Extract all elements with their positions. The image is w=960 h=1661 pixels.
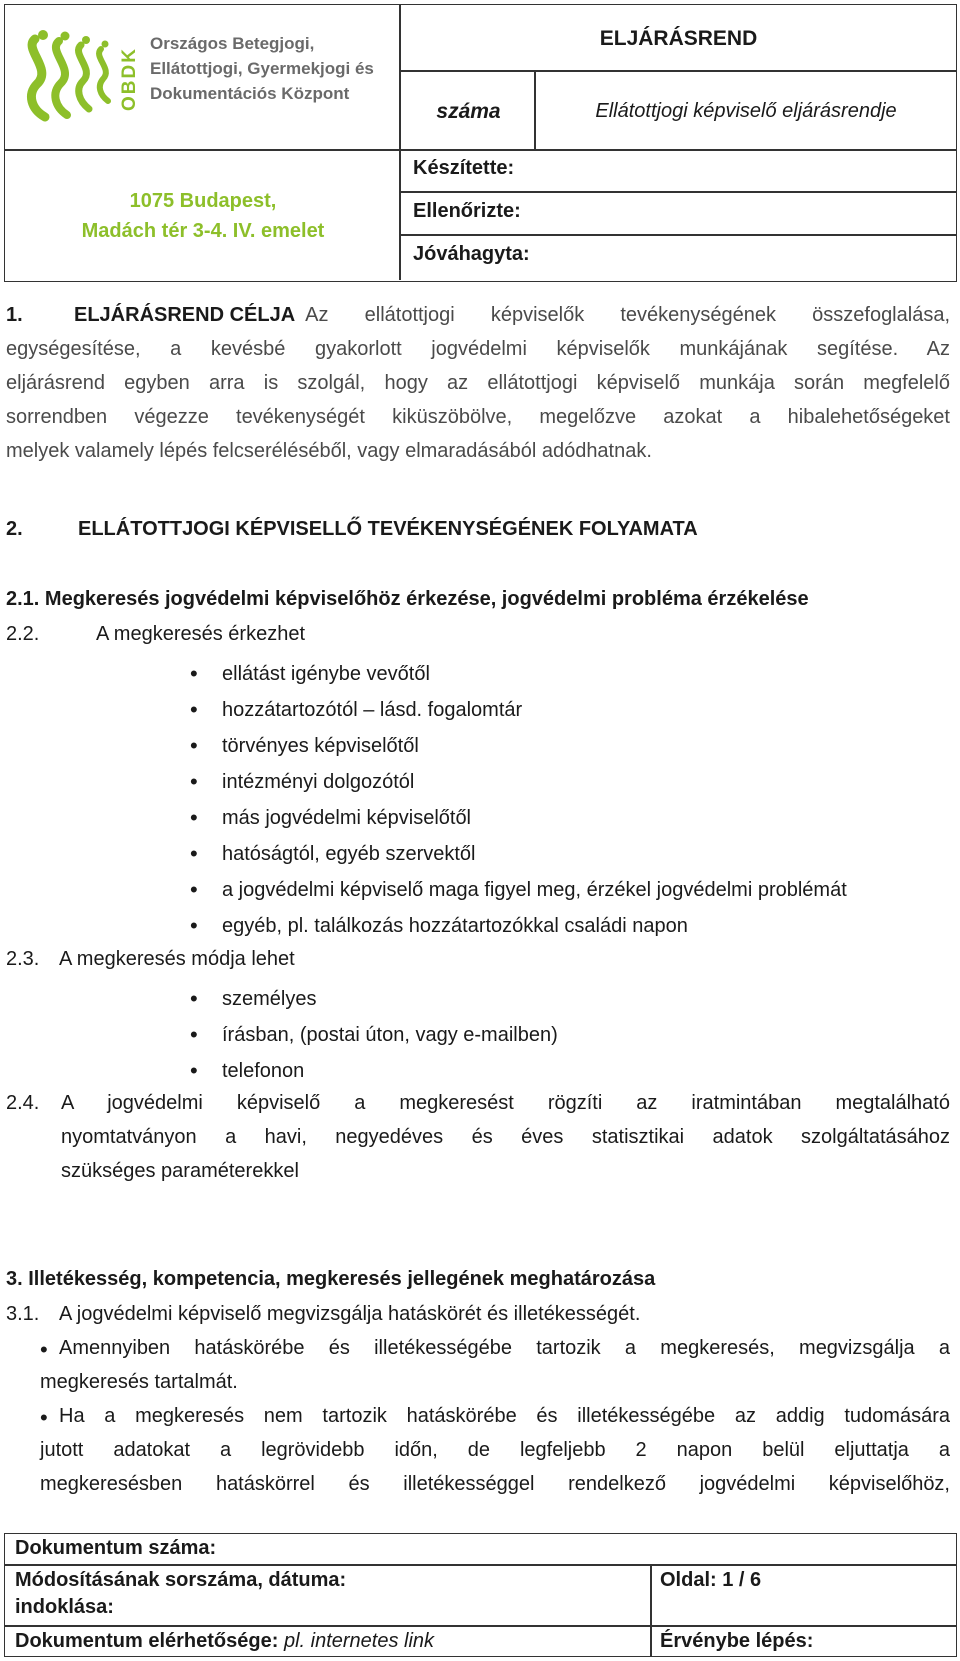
list-item: • intézményi dolgozótól bbox=[190, 764, 847, 800]
footer-effective: Érvénybe lépés: bbox=[660, 1630, 814, 1652]
section-2-4-line-0: A jogvédelmi képviselő a megkeresést rögzíti az iratmintában megtalálható bbox=[61, 1092, 950, 1114]
section-3-bullet-2-line-0: Ha a megkeresés nem tartozik hatáskörébe és illetékességébe az addig tudomására bbox=[59, 1405, 950, 1427]
section-2-2-text: A megkeresés érkezhet bbox=[96, 623, 305, 645]
section-2-heading: ELLÁTOTTJOGI KÉPVISELLŐ TEVÉKENYSÉGÉNEK FOLYAMATA bbox=[78, 518, 698, 540]
document-title: ELJÁRÁSREND bbox=[599, 26, 758, 50]
section-2-4-line-2: szükséges paraméterekkel bbox=[61, 1160, 299, 1182]
section-2-3-number: 2.3. bbox=[6, 948, 40, 970]
section-3-1-text: A jogvédelmi képviselő megvizsgálja hatáskörét és illetékességét. bbox=[59, 1303, 641, 1325]
section-2-1-heading: 2.1. Megkeresés jogvédelmi képviselőhöz érkezése, jogvédelmi probléma érzékelése bbox=[6, 588, 809, 610]
header-table bbox=[4, 4, 957, 282]
footer-availability-label: Dokumentum elérhetősége: bbox=[15, 1630, 279, 1652]
section-1-heading: ELJÁRÁSREND CÉLJA bbox=[74, 304, 296, 326]
number-label: száma bbox=[436, 99, 501, 123]
section-1-line-4: melyek valamely lépés felcseréléséből, vagy elmaradásából adódhatnak. bbox=[6, 440, 652, 462]
list-item: • más jogvédelmi képviselőtől bbox=[190, 800, 847, 836]
section-3-1-number: 3.1. bbox=[6, 1303, 40, 1325]
footer-doc-number: Dokumentum száma: bbox=[15, 1537, 217, 1559]
list-item: • egyéb, pl. találkozás hozzátartozókkal családi napon bbox=[190, 908, 847, 944]
logo-vertical-text: OBDK bbox=[119, 47, 140, 111]
section-2-3-text: A megkeresés módja lehet bbox=[59, 948, 295, 970]
section-1-line-1: egységesítése, a kevésbé gyakorlott jogvédelmi képviselők munkájának segítése. Az bbox=[6, 338, 950, 360]
section-2-3-list bbox=[190, 981, 558, 1089]
section-1-line-0: Az ellátottjogi képviselők tevékenységének összefoglalása, bbox=[305, 304, 950, 326]
checked-by-label: Ellenőrizte: bbox=[413, 200, 521, 222]
bullet-icon: • bbox=[40, 1337, 48, 1362]
footer-table bbox=[4, 1533, 957, 1657]
footer-page-number: Oldal: 1 / 6 bbox=[660, 1569, 762, 1591]
prepared-by-label: Készítette: bbox=[413, 157, 515, 179]
list-item: • hozzátartozótól – lásd. fogalomtár bbox=[190, 692, 847, 728]
footer-availability bbox=[15, 1630, 434, 1653]
approved-by-label: Jóváhagyta: bbox=[413, 243, 530, 265]
section-1-line-3: sorrendben végezze tevékenységét kiküszöbölve, megelőzve azokat a hibalehetőségeket bbox=[6, 406, 950, 428]
section-2-number: 2. bbox=[6, 518, 23, 540]
section-2-4-number: 2.4. bbox=[6, 1092, 40, 1114]
list-item: • ellátást igénybe vevőtől bbox=[190, 656, 847, 692]
list-item: • írásban, (postai úton, vagy e-mailben) bbox=[190, 1017, 558, 1053]
logo bbox=[5, 5, 401, 151]
list-item: • törvényes képviselőtől bbox=[190, 728, 847, 764]
footer-availability-value: pl. internetes link bbox=[283, 1630, 435, 1652]
section-3-heading: 3. Illetékesség, kompetencia, megkeresés jellegének meghatározása bbox=[6, 1268, 656, 1290]
list-item: • a jogvédelmi képviselő maga figyel meg, érzékel jogvédelmi problémát bbox=[190, 872, 847, 908]
section-3-bullet-2-line-1: jutott adatokat a legrövidebb időn, de legfeljebb 2 napon belül eljuttatja a bbox=[40, 1439, 950, 1461]
section-3-bullet-1-line-1: megkeresés tartalmát. bbox=[40, 1371, 238, 1393]
footer-reason: indoklása: bbox=[15, 1596, 114, 1618]
section-2-4-line-1: nyomtatványon a havi, negyedéves és éves statisztikai adatok szolgáltatásához bbox=[61, 1126, 950, 1148]
section-2-2-number: 2.2. bbox=[6, 623, 40, 645]
bullet-icon: • bbox=[40, 1405, 48, 1430]
list-item: • személyes bbox=[190, 981, 558, 1017]
logo-mark-icon bbox=[23, 29, 153, 129]
section-3-bullet-1-line-0: Amennyiben hatáskörébe és illetékességébe tartozik a megkeresés, megvizsgálja a bbox=[59, 1337, 950, 1359]
logo-text: Országos Betegjogi, Ellátottjogi, Gyermekjogi és Dokumentációs Központ bbox=[150, 34, 374, 103]
footer-modification: Módosításának sorszáma, dátuma: bbox=[15, 1569, 347, 1591]
document-name: Ellátottjogi képviselő eljárásrendje bbox=[595, 100, 897, 122]
section-2-2-list bbox=[190, 656, 847, 944]
address: 1075 Budapest, Madách tér 3-4. IV. emelet bbox=[81, 190, 325, 242]
section-1-line-2: eljárásrend egyben arra is szolgál, hogy az ellátottjogi képviselő munkája során megfelelő bbox=[6, 372, 950, 394]
section-3-bullet-2-line-2: megkeresésben hatáskörrel és illetékességgel rendelkező jogvédelmi képviselőhöz, bbox=[40, 1473, 950, 1495]
list-item: • telefonon bbox=[190, 1053, 558, 1089]
list-item: • hatóságtól, egyéb szervektől bbox=[190, 836, 847, 872]
section-1-number: 1. bbox=[6, 304, 23, 326]
